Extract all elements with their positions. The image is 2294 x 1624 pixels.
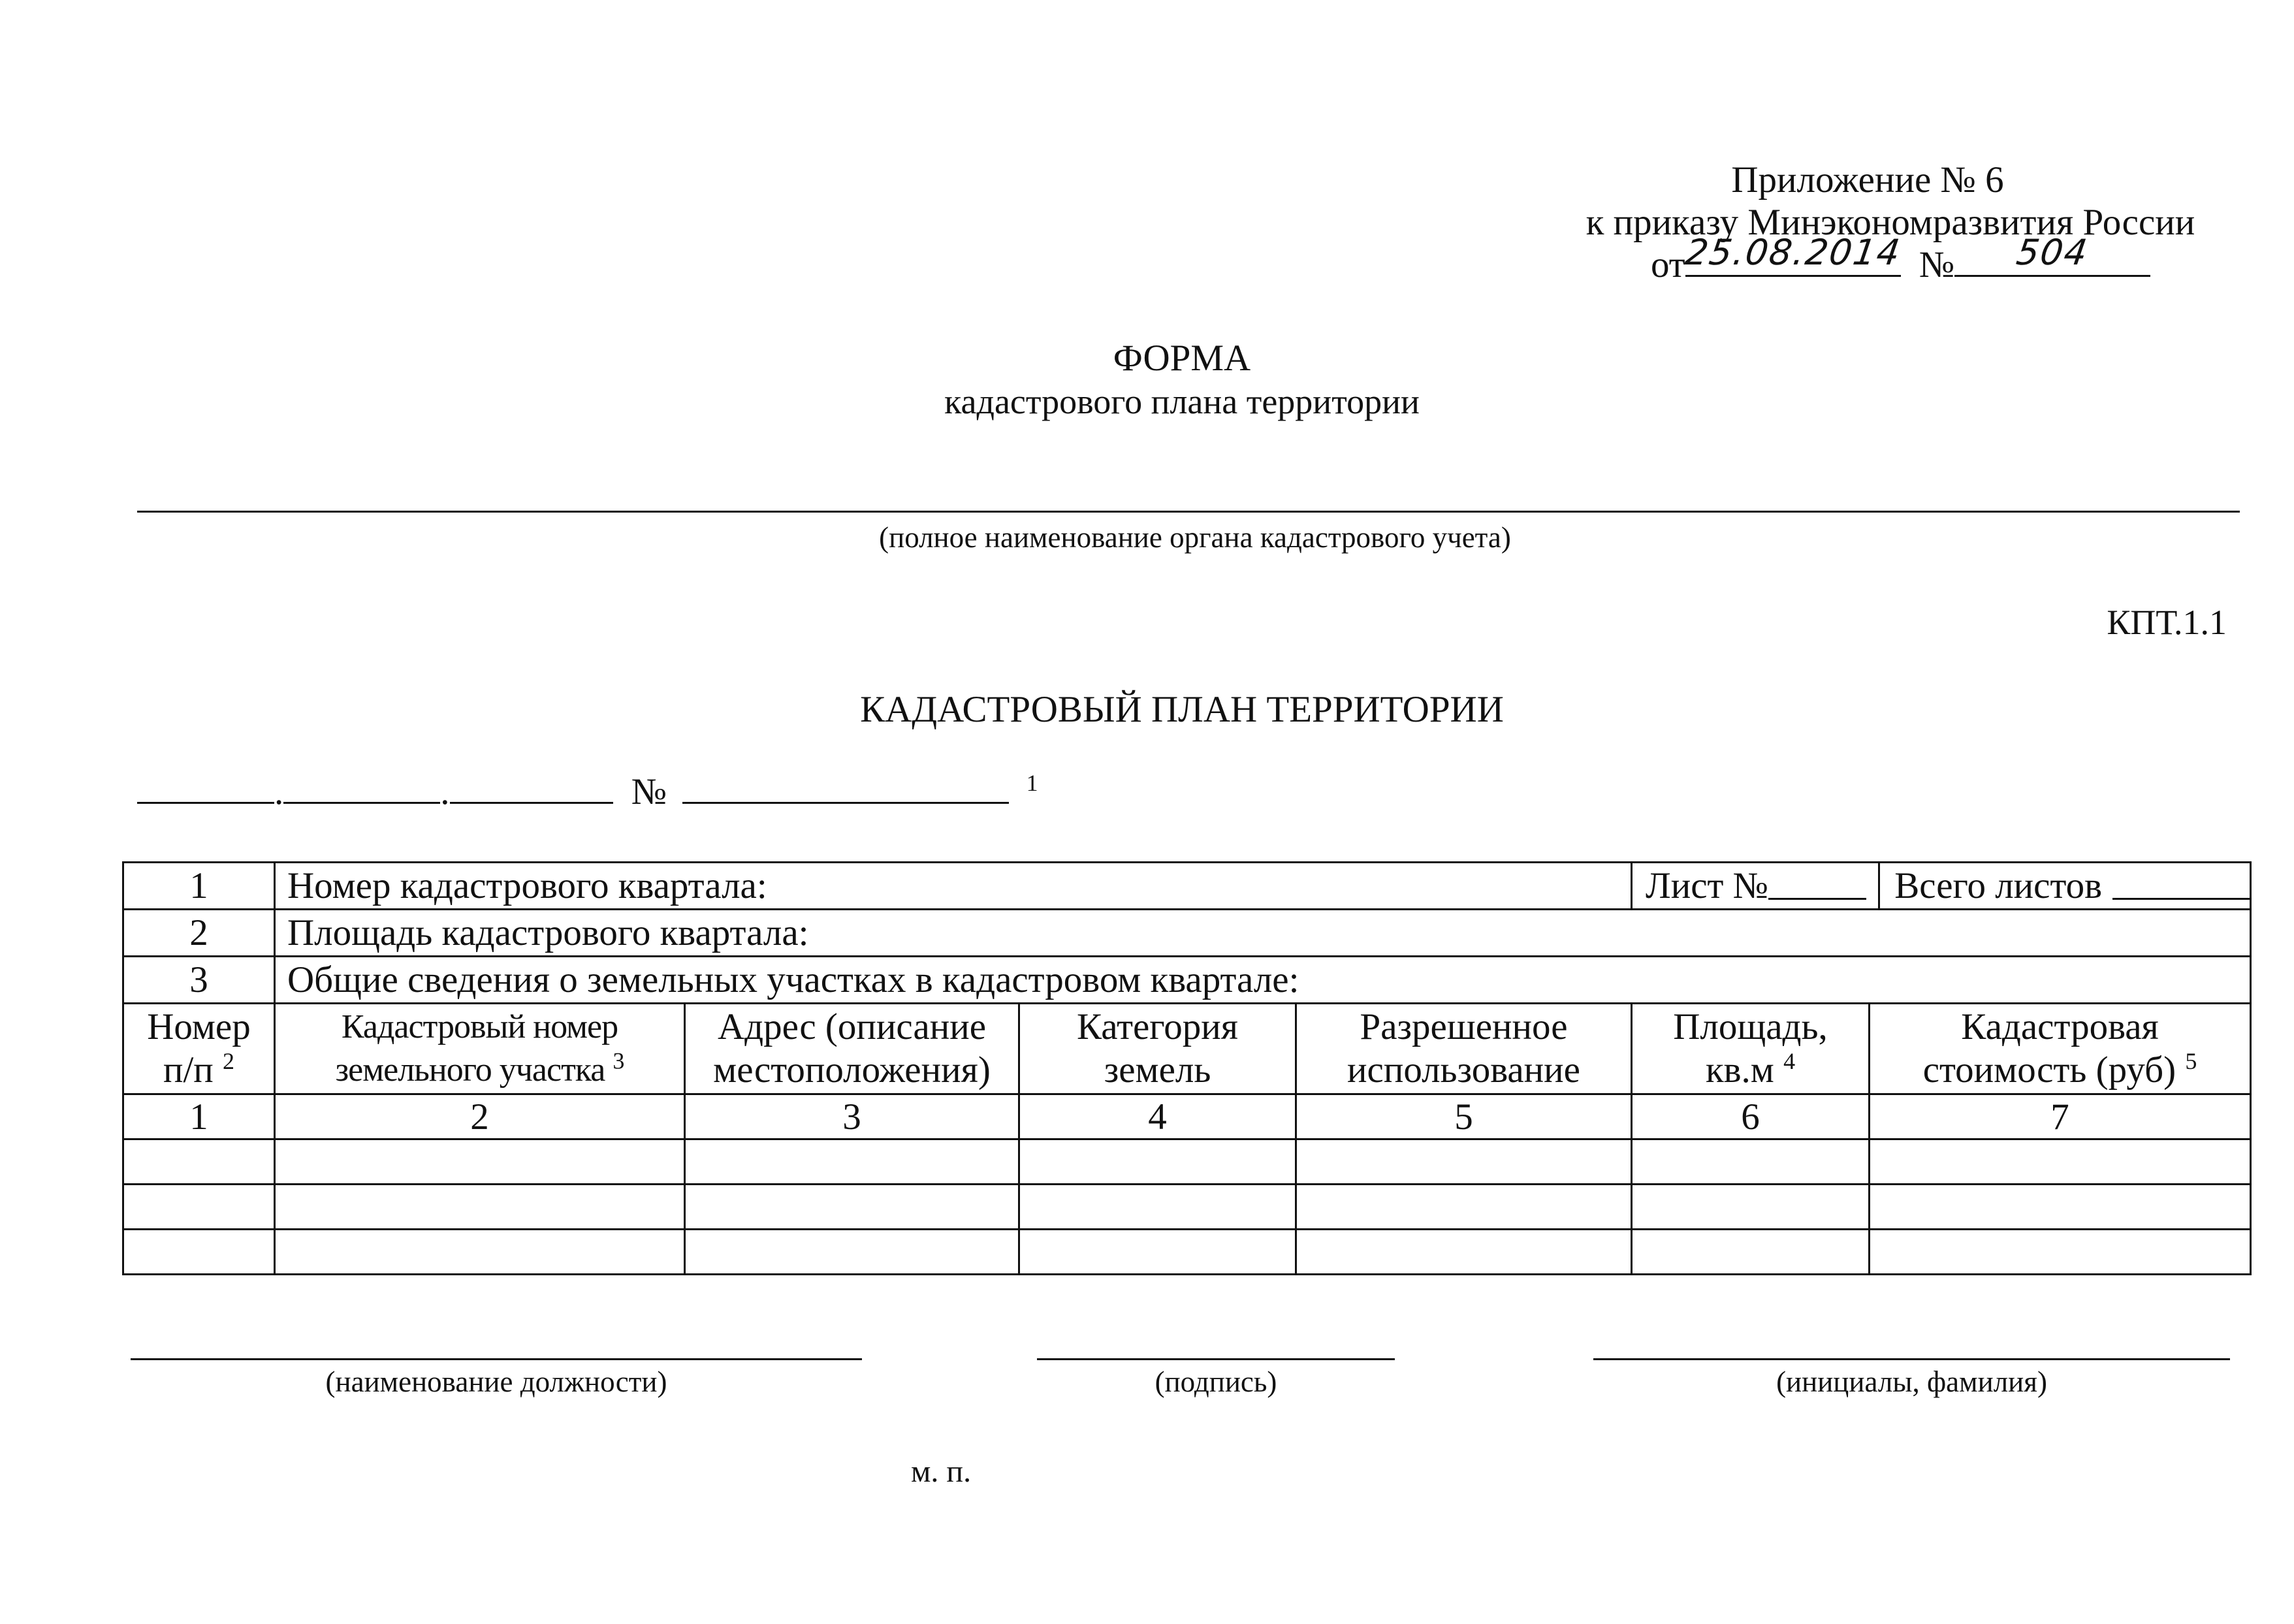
sheet-info-cell [1632, 863, 2251, 910]
table-row-2 [123, 910, 2251, 957]
date-prefix: от [1651, 244, 1685, 285]
col-number: 3 [685, 1094, 1019, 1139]
sheet-number-cell [1633, 863, 1880, 908]
document-heading: КАДАСТРОВЫЙ ПЛАН ТЕРРИТОРИИ [860, 689, 1504, 730]
col-header-cadastral-value [1870, 1004, 2251, 1094]
appendix-order-ref: к приказу Минэкономразвития России [1585, 202, 2195, 243]
order-number-handwritten: 504 [2014, 232, 2092, 273]
table-cell[interactable] [685, 1230, 1019, 1275]
footnote-3: 3 [613, 1047, 624, 1074]
col-header-line2-wrap [1636, 1049, 1864, 1092]
col-header-number [123, 1004, 275, 1094]
signature-caption: (подпись) [1155, 1365, 1277, 1398]
footnote-1: 1 [1026, 770, 1038, 796]
total-sheets-cell [1880, 865, 2250, 907]
table-cell[interactable] [275, 1230, 685, 1275]
table-row-3 [123, 957, 2251, 1004]
col-header-cadastral-number [275, 1004, 685, 1094]
table-cell[interactable] [1632, 1139, 1870, 1185]
table-cell[interactable] [1632, 1230, 1870, 1275]
table-row-1 [123, 863, 2251, 910]
order-date-field [1682, 232, 1904, 277]
date-sep-2: . [440, 771, 450, 812]
sheet-number-field [1768, 872, 1866, 900]
authority-caption: (полное наименование органа кадастрового учета) [879, 521, 1511, 554]
col-header-line2: кв.м [1705, 1049, 1774, 1091]
table-cell[interactable] [685, 1185, 1019, 1230]
col-header-line1: Категория [1077, 1006, 1238, 1047]
col-header-line1: Номер [147, 1006, 251, 1047]
table-cell[interactable] [123, 1185, 275, 1230]
row-number: 3 [123, 957, 275, 1004]
table-cell[interactable] [1632, 1185, 1870, 1230]
registration-line [137, 771, 1038, 813]
day-field [137, 776, 274, 804]
footnote-5: 5 [2185, 1048, 2197, 1074]
table-cell[interactable] [1870, 1139, 2251, 1185]
table-row [123, 1230, 2251, 1275]
appendix-date-line [1651, 232, 2154, 286]
table-cell[interactable] [1296, 1185, 1632, 1230]
appendix-number: Приложение № 6 [1731, 159, 2004, 200]
order-date-handwritten: 25.08.2014 [1682, 232, 1904, 273]
date-sep-1: . [274, 771, 284, 812]
col-header-category [1019, 1004, 1296, 1094]
col-header-line1: Площадь, [1673, 1006, 1828, 1047]
month-field [283, 776, 440, 804]
table-cell[interactable] [123, 1139, 275, 1185]
position-caption: (наименование должности) [325, 1365, 667, 1398]
authority-line [137, 511, 2240, 513]
table-cell[interactable] [275, 1139, 685, 1185]
table-cell[interactable] [1019, 1185, 1296, 1230]
footnote-4: 4 [1783, 1048, 1796, 1074]
column-header-row [123, 1004, 2251, 1094]
col-number: 1 [123, 1094, 275, 1139]
column-number-row [123, 1094, 2251, 1139]
sheet-number-label: Лист № [1646, 865, 1769, 906]
stamp-place: м. п. [911, 1454, 972, 1489]
col-header-line2: п/п [163, 1049, 214, 1091]
total-sheets-field [2112, 872, 2250, 900]
form-subtitle: кадастрового плана территории [944, 382, 1420, 421]
col-header-line2: местоположения) [713, 1049, 991, 1091]
table-cell[interactable] [685, 1139, 1019, 1185]
col-header-permitted-use [1296, 1004, 1632, 1094]
col-number: 2 [275, 1094, 685, 1139]
col-header-area [1632, 1004, 1870, 1094]
col-number: 5 [1296, 1094, 1632, 1139]
signature-line [1037, 1358, 1395, 1360]
row-number: 1 [123, 863, 275, 910]
table-row [123, 1185, 2251, 1230]
form-title: ФОРМА [1113, 338, 1251, 379]
table-cell[interactable] [1870, 1230, 2251, 1275]
registration-number-field [682, 776, 1009, 804]
table-row [123, 1139, 2251, 1185]
col-header-address [685, 1004, 1019, 1094]
footnote-2: 2 [223, 1048, 235, 1074]
table-cell[interactable] [1019, 1139, 1296, 1185]
form-code: КПТ.1.1 [2107, 603, 2227, 642]
cadastral-table [122, 861, 2252, 1275]
col-header-line1: Разрешенное [1360, 1006, 1568, 1047]
table-cell[interactable] [123, 1230, 275, 1275]
table-cell[interactable] [1870, 1185, 2251, 1230]
table-cell[interactable] [275, 1185, 685, 1230]
row-number: 2 [123, 910, 275, 957]
quarter-number-label: Номер кадастрового квартала: [275, 863, 1632, 910]
table-cell[interactable] [1296, 1230, 1632, 1275]
name-line [1593, 1358, 2230, 1360]
total-sheets-label: Всего листов [1894, 865, 2103, 906]
order-number-field [1954, 232, 2150, 277]
quarter-area-label: Площадь кадастрового квартала: [275, 910, 2251, 957]
col-header-line2: земель [1104, 1049, 1211, 1091]
col-header-line2-wrap [128, 1049, 270, 1092]
general-info-label: Общие сведения о земельных участках в кадастровом квартале: [275, 957, 2251, 1004]
year-field [450, 776, 613, 804]
col-header-line2-wrap [279, 1049, 680, 1092]
col-header-line2-wrap [1874, 1049, 2246, 1092]
col-header-line2: стоимость (руб) [1922, 1049, 2176, 1091]
name-caption: (инициалы, фамилия) [1776, 1365, 2047, 1398]
col-header-line1: Адрес (описание [717, 1006, 987, 1047]
table-cell[interactable] [1019, 1230, 1296, 1275]
position-line [131, 1358, 862, 1360]
col-number: 7 [1870, 1094, 2251, 1139]
col-header-line2: использование [1347, 1049, 1580, 1091]
col-header-line2: земельного участка [335, 1051, 605, 1089]
col-header-line1: Кадастровая [1961, 1006, 2159, 1047]
col-header-line1: Кадастровый номер [341, 1008, 618, 1045]
registration-number-sign: № [631, 771, 667, 812]
table-cell[interactable] [1296, 1139, 1632, 1185]
col-number: 4 [1019, 1094, 1296, 1139]
col-number: 6 [1632, 1094, 1870, 1139]
number-sign: № [1919, 244, 1955, 285]
